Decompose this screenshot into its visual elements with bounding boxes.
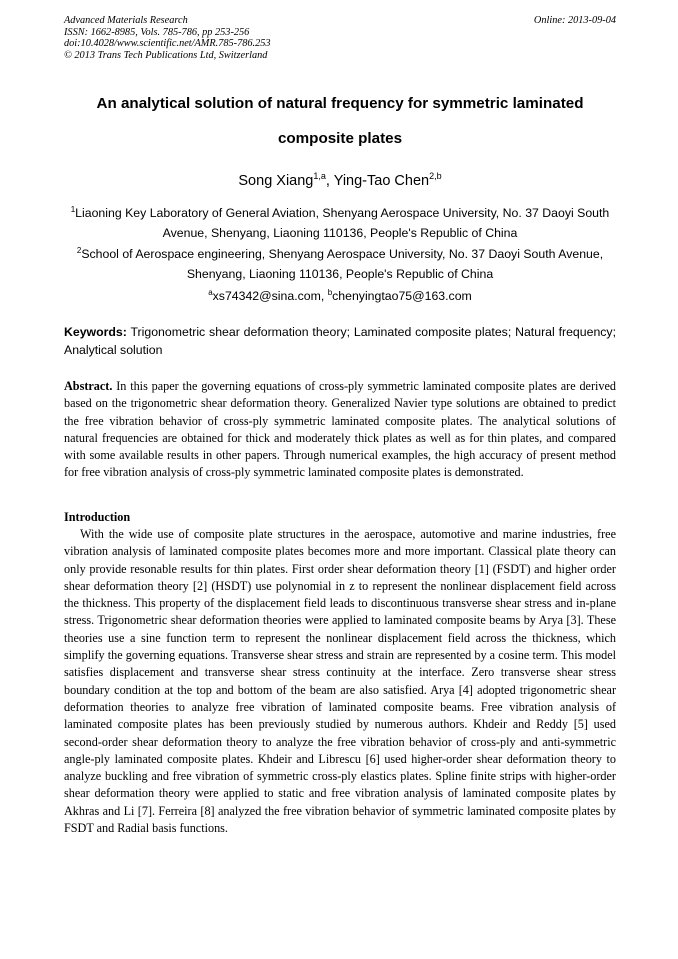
introduction-paragraph: With the wide use of composite plate structures in the aerospace, automotive and marine industries, free vibration analysis of laminated composite plates becomes more and more important. Classical plate theory can only provide resonable results for thin plates. First order shear deformation theory [1] (FSDT) and higher order shear deformation theory [2] (HSDT) use polynomial in z to represent the nonlinear displacement field across the thickness. This property of the displacement field leads to discontinuous transverse shear stress and in-plane stress. Trigonometric shear deformation theories were applied to laminated composite beams by Arya [3]. These theories use a sine function term to represent the nonlinear displacement field across the thickness, which simplify the governing equations. Transverse shear stress and strain are represented by a cosine term. This model satisfies displacement and transverse shear stress continuity at the interface. Zero transverse shear stress boundary condition at the top and bottom of the beam are also satisfied. Arya [4] adopted trigonometric shear deformation theories to analyze free vibration of laminated composite beams. Free vibration analysis of laminated composite plates has been previously studied by numerous authors. Khdeir and Reddy [5] used second-order shear deformation theory to analyze the free vibration behavior of cross-ply and anti-symmetric angle-ply laminated composite plates. Khdeir and Librescu [6] used higher-order shear deformation theory to analyze buckling and free vibration of symmetric cross-ply elastics plates. Spline finite strips with higher-order shear deformation theory were applied to static and free vibration analysis of laminated composite plates by Akhras and Li [7]. Ferreira [8] analyzed the free vibration behavior of symmetric laminated composite plates by FSDT and Radial basis functions. — [64, 527, 616, 836]
author-separator: , — [325, 172, 334, 189]
author-list — [64, 166, 616, 191]
doi-line: doi:10.4028/www.scientific.net/AMR.785-786.253 — [64, 38, 271, 50]
author-superscript: 2,b — [429, 171, 442, 181]
abstract-text: In this paper the governing equations of cross-ply symmetric laminated composite plates are derived based on the trigonometric shear deformation theory. Generalized Navier type solutions are obtained to predict the free vibration behavior of cross-ply symmetric laminated composite plates. The analytical solutions of natural frequencies are obtained for thick and moderately thick plates as well as for thin plates, and compared with some available results in other papers. Through numerical examples, the high accuracy of present method for free vibration analysis of cross-ply symmetric laminated composite plates is demonstrated. — [64, 379, 616, 480]
title-line-1: An analytical solution of natural frequency for symmetric laminated — [96, 95, 584, 112]
title-line-2: composite plates — [277, 130, 403, 147]
keywords-text: Trigonometric shear deformation theory; Laminated composite plates; Natural frequency; Analytical solution — [64, 325, 616, 357]
keywords-label: Keywords: — [64, 325, 127, 339]
abstract-section — [64, 378, 616, 482]
author-emails — [64, 283, 616, 306]
email-superscript: b — [327, 288, 333, 297]
abstract-label: Abstract. — [64, 379, 113, 393]
journal-name: Advanced Materials Research — [64, 15, 188, 26]
copyright-line: © 2013 Trans Tech Publications Ltd, Switzerland — [64, 49, 268, 61]
keywords-section — [64, 323, 616, 359]
affiliation-text: Liaoning Key Laboratory of General Aviation, Shenyang Aerospace University, No. 37 Daoyi South Avenue, Shenyang, Liaoning 110136, People's Republic of China — [75, 206, 610, 241]
email-superscript: a — [208, 288, 213, 297]
email-address: chenyingtao75@163.com — [332, 289, 472, 304]
affiliation-2 — [64, 241, 616, 284]
email-separator: , — [320, 289, 328, 304]
journal-header — [64, 15, 616, 61]
affiliation-superscript: 2 — [76, 246, 82, 255]
affiliation-text: School of Aerospace engineering, Shenyang Aerospace University, No. 37 Daoyi South Avenue, Shenyang, Liaoning 110136, People's Republic of China — [81, 247, 604, 282]
paper-title — [64, 86, 616, 156]
author-name: Song Xiang — [238, 172, 314, 189]
email-address: xs74342@sina.com — [212, 289, 321, 304]
introduction-heading: Introduction — [64, 510, 131, 524]
author-name: Ying-Tao Chen — [333, 172, 430, 189]
affiliation-superscript: 1 — [70, 205, 76, 214]
affiliation-1 — [64, 200, 616, 243]
issn-line: ISSN: 1662-8985, Vols. 785-786, pp 253-256 — [64, 26, 250, 38]
author-superscript: 1,a — [313, 171, 326, 181]
online-date: Online: 2013-09-04 — [533, 15, 616, 26]
